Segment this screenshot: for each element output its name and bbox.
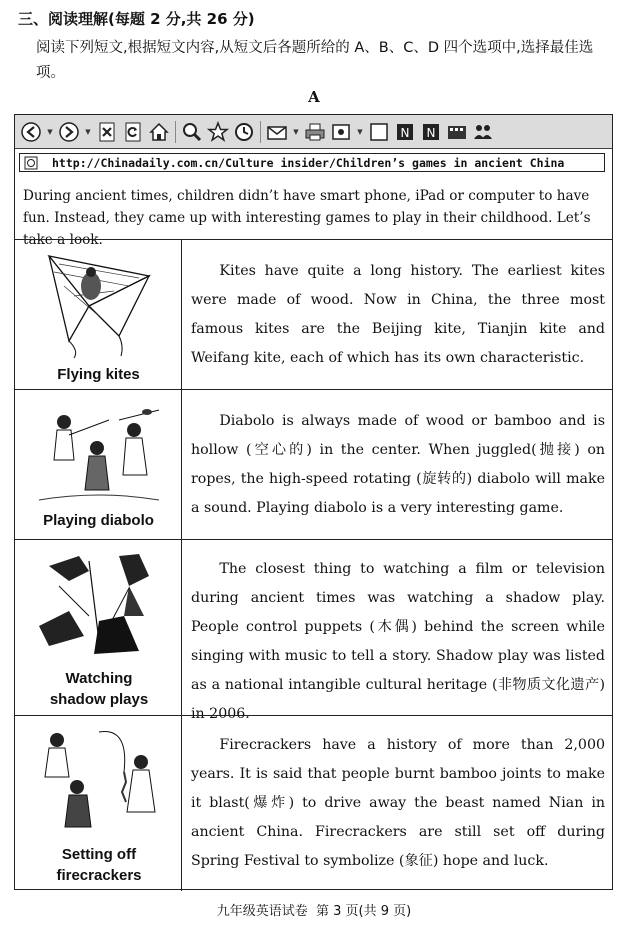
mail-icon[interactable]: [265, 120, 289, 144]
game-description: Diabolo is always made of wood or bamboo and is hollow (空心的) in the center. When juggled(抛接) on ropes, the high-speed rotating (旋转的) diabolo will make a sound. Playing diabolo is a very interesting game.: [191, 413, 605, 516]
favorites-star-icon[interactable]: [206, 120, 230, 144]
firecrackers-illustration: [29, 722, 169, 840]
browser-frame: [14, 114, 613, 890]
svg-text:N: N: [426, 125, 436, 140]
part-label: A: [308, 88, 320, 106]
image-cell: [15, 390, 182, 539]
refresh-icon[interactable]: [121, 120, 145, 144]
search-icon[interactable]: [180, 120, 204, 144]
print-icon[interactable]: [303, 120, 327, 144]
page-footer: 九年级英语试卷 第 3 页(共 9 页): [216, 904, 412, 919]
kite-illustration: [29, 246, 169, 361]
messenger-icon[interactable]: [393, 120, 417, 144]
game-caption: Setting off firecrackers: [56, 846, 142, 884]
diabolo-illustration: [29, 400, 169, 512]
dropdown-arrow-icon[interactable]: ▼: [47, 127, 53, 136]
back-arrow-icon[interactable]: [19, 120, 43, 144]
table-row: [15, 715, 612, 891]
stop-icon[interactable]: [95, 120, 119, 144]
browser-toolbar: [15, 115, 612, 149]
toolbar-separator: [175, 121, 176, 143]
toolbar-separator: [260, 121, 261, 143]
image-cell: [15, 716, 182, 891]
forward-arrow-icon[interactable]: [57, 120, 81, 144]
address-url[interactable]: http://Chinadaily.com.cn/Culture insider/Children’s games in ancient China: [52, 155, 565, 170]
game-caption: Flying kites: [57, 366, 140, 383]
discuss-icon[interactable]: [367, 120, 391, 144]
game-description: The closest thing to watching a film or television during ancient times was watching a shadow play. People control puppets (木偶) behind the screen while singing with music to tell a story. Shadow play was listed as a national intangible cultural heritage (非物质文化遗产) in 2006.: [191, 561, 605, 722]
game-caption: Watching shadow plays: [49, 670, 149, 708]
table-row: [15, 539, 612, 722]
messenger-icon[interactable]: [419, 120, 443, 144]
image-cell: [15, 240, 182, 389]
table-row: [15, 389, 612, 539]
dropdown-arrow-icon[interactable]: ▼: [85, 127, 91, 136]
home-icon[interactable]: [147, 120, 171, 144]
contacts-icon[interactable]: [471, 120, 495, 144]
game-description: Kites have quite a long history. The earliest kites were made of wood. Now in China, the three most famous kites are the Beijing kite, Tianjin kite and Weifang kite, each of which has its own characteristic.: [191, 263, 605, 366]
history-icon[interactable]: [232, 120, 256, 144]
table-row: [15, 239, 612, 389]
intro-paragraph: During ancient times, children didn’t have smart phone, iPad or computer to have fun. Instead, they came up with interesting games to play in their childhood. Let’s take a look.: [23, 188, 591, 248]
svg-text:N: N: [400, 125, 410, 140]
game-caption: Playing diabolo: [43, 512, 154, 529]
shadow-play-illustration: [29, 546, 169, 664]
page-icon: [24, 156, 38, 170]
section-heading: 三、阅读理解(每题 2 分,共 26 分): [18, 10, 255, 28]
instruction-text: 阅读下列短文,根据短文内容,从短文后各题所给的 A、B、C、D 四个选项中,选择最佳选项。: [36, 40, 594, 81]
media-icon[interactable]: [445, 120, 469, 144]
dropdown-arrow-icon[interactable]: ▼: [293, 127, 299, 136]
game-description: Firecrackers have a history of more than 2,000 years. It is said that people burnt bamboo joints to make it blast(爆炸) to drive away the beast named Nian in ancient China. Firecrackers are still set off during Spring Festival to symbolize (象征) hope and luck.: [191, 737, 605, 869]
dropdown-arrow-icon[interactable]: ▼: [357, 127, 363, 136]
image-cell: [15, 540, 182, 715]
edit-icon[interactable]: [329, 120, 353, 144]
address-bar[interactable]: [19, 153, 605, 172]
